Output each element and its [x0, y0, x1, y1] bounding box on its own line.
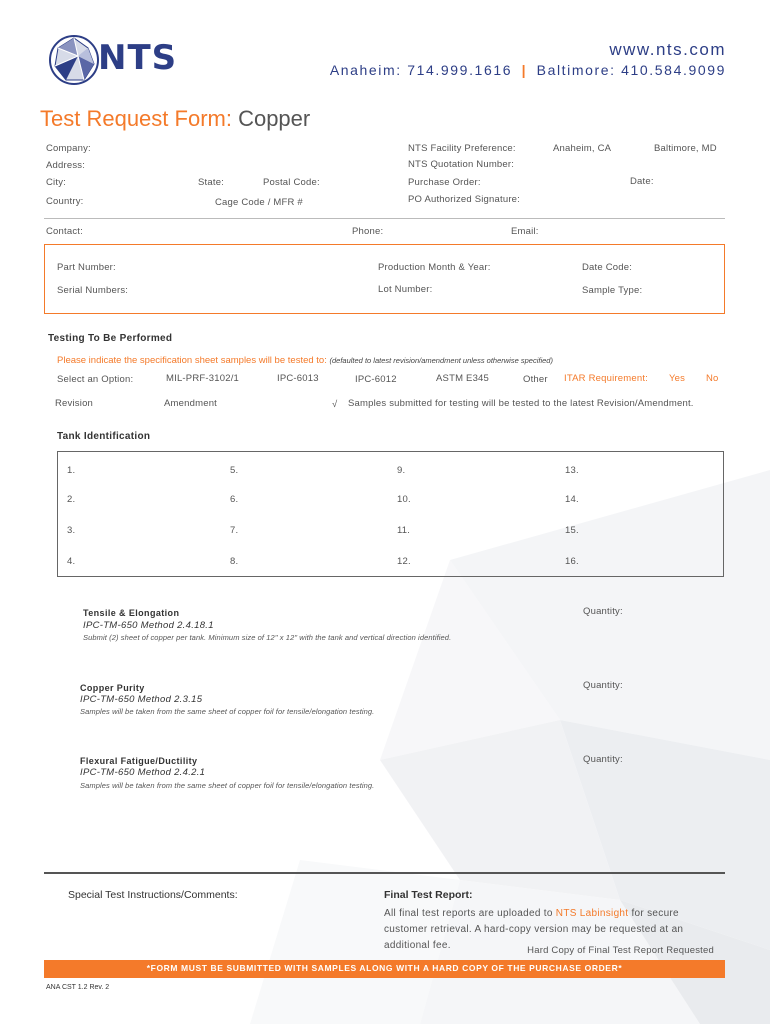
- location-separator: |: [521, 62, 528, 78]
- country-field-label[interactable]: Country:: [46, 196, 84, 207]
- tank-id-field[interactable]: 4.: [67, 556, 76, 567]
- tank-id-field[interactable]: 16.: [565, 556, 579, 567]
- tank-id-field[interactable]: 14.: [565, 494, 579, 505]
- hard-copy-request-option[interactable]: Hard Copy of Final Test Report Requested: [527, 945, 714, 956]
- tank-id-field[interactable]: 2.: [67, 494, 76, 505]
- test-title[interactable]: Flexural Fatigue/Ductility: [80, 756, 198, 766]
- quantity-field-label[interactable]: Quantity:: [583, 680, 623, 691]
- part-info-box: [44, 244, 725, 314]
- address-field-label[interactable]: Address:: [46, 160, 86, 171]
- email-field-label[interactable]: Email:: [511, 226, 539, 237]
- test-note: Samples will be taken from the same sheet of copper foil for tensile/elongation testing.: [80, 707, 375, 716]
- labinsight-link[interactable]: NTS Labinsight: [555, 908, 629, 919]
- title-sub: Copper: [238, 106, 311, 131]
- option-ipc-6013[interactable]: IPC-6013: [277, 373, 319, 384]
- phone-field-label[interactable]: Phone:: [352, 226, 384, 237]
- logo-wordmark: NTS: [98, 38, 178, 78]
- anaheim-phone: Anaheim: 714.999.1616: [329, 62, 513, 78]
- facility-preference-label: NTS Facility Preference:: [408, 143, 516, 154]
- tank-id-field[interactable]: 10.: [397, 494, 411, 505]
- contact-field-label[interactable]: Contact:: [46, 226, 83, 237]
- tank-id-field[interactable]: 9.: [397, 465, 406, 476]
- tank-id-field[interactable]: 8.: [230, 556, 239, 567]
- sample-type-field-label[interactable]: Sample Type:: [582, 285, 643, 296]
- final-report-title: Final Test Report:: [384, 889, 473, 901]
- date-code-field-label[interactable]: Date Code:: [582, 262, 633, 273]
- test-method: IPC-TM-650 Method 2.4.2.1: [80, 767, 206, 778]
- itar-yes-option[interactable]: Yes: [669, 373, 686, 384]
- city-field-label[interactable]: City:: [46, 177, 66, 188]
- option-other[interactable]: Other: [523, 374, 548, 385]
- nts-globe-logo-icon: [48, 34, 100, 86]
- spec-instruction-text: Please indicate the specification sheet samples will be tested to:: [57, 355, 327, 366]
- quantity-field-label[interactable]: Quantity:: [583, 754, 623, 765]
- test-method: IPC-TM-650 Method 2.4.18.1: [83, 620, 214, 631]
- postal-code-field-label[interactable]: Postal Code:: [263, 177, 320, 188]
- baltimore-phone: Baltimore: 410.584.9099: [536, 62, 726, 78]
- select-option-label: Select an Option:: [57, 374, 134, 385]
- itar-no-option[interactable]: No: [706, 373, 719, 384]
- test-note: Submit (2) sheet of copper per tank. Minimum size of 12" x 12" with the tank and vertical direction identified.: [83, 633, 452, 642]
- company-field-label[interactable]: Company:: [46, 143, 91, 154]
- production-date-field-label[interactable]: Production Month & Year:: [378, 262, 491, 273]
- quotation-number-field-label[interactable]: NTS Quotation Number:: [408, 159, 515, 170]
- test-title[interactable]: Tensile & Elongation: [83, 608, 180, 618]
- spec-instruction-note: (defaulted to latest revision/amendment unless otherwise specified): [329, 356, 553, 365]
- part-number-field-label[interactable]: Part Number:: [57, 262, 116, 273]
- tank-id-field[interactable]: 15.: [565, 525, 579, 536]
- facility-option-anaheim[interactable]: Anaheim, CA: [553, 143, 612, 154]
- option-mil-prf[interactable]: MIL-PRF-3102/1: [166, 373, 240, 384]
- test-note: Samples will be taken from the same sheet of copper foil for tensile/elongation testing.: [80, 781, 375, 790]
- test-method: IPC-TM-650 Method 2.3.15: [80, 694, 203, 705]
- report-text-1: All final test reports are uploaded to: [384, 908, 556, 919]
- revision-field-label[interactable]: Revision: [55, 398, 94, 409]
- cage-code-field-label[interactable]: Cage Code / MFR #: [215, 197, 303, 208]
- report-text-2: for secure customer retrieval. A hard-copy version may be requested at an additional fee.: [384, 908, 684, 951]
- lot-number-field-label[interactable]: Lot Number:: [378, 284, 433, 295]
- submission-banner: [44, 960, 725, 978]
- submission-banner-text: *FORM MUST BE SUBMITTED WITH SAMPLES ALONG WITH A HARD COPY OF THE PURCHASE ORDER*: [146, 963, 623, 973]
- tank-identification-box: [57, 451, 724, 577]
- tank-id-field[interactable]: 13.: [565, 465, 579, 476]
- option-astm-e345[interactable]: ASTM E345: [436, 373, 490, 384]
- location-phones: [330, 62, 726, 78]
- tank-identification-title: Tank Identification: [57, 431, 151, 442]
- latest-revision-note: Samples submitted for testing will be tested to the latest Revision/Amendment.: [348, 398, 694, 409]
- website-url[interactable]: www.nts.com: [609, 40, 726, 59]
- tank-id-field[interactable]: 5.: [230, 465, 239, 476]
- latest-revision-checkbox[interactable]: √: [332, 399, 338, 410]
- serial-numbers-field-label[interactable]: Serial Numbers:: [57, 285, 129, 296]
- footer-divider: [44, 872, 725, 874]
- tank-id-field[interactable]: 6.: [230, 494, 239, 505]
- po-signature-field-label[interactable]: PO Authorized Signature:: [408, 194, 521, 205]
- date-field-label[interactable]: Date:: [630, 176, 654, 187]
- quantity-field-label[interactable]: Quantity:: [583, 606, 623, 617]
- state-field-label[interactable]: State:: [198, 177, 225, 188]
- divider: [44, 218, 725, 219]
- tank-id-field[interactable]: 7.: [230, 525, 239, 536]
- purchase-order-field-label[interactable]: Purchase Order:: [408, 177, 481, 188]
- tank-id-field[interactable]: 3.: [67, 525, 76, 536]
- document-id: ANA CST 1.2 Rev. 2: [46, 984, 110, 991]
- special-instructions-label[interactable]: Special Test Instructions/Comments:: [68, 889, 238, 901]
- tank-id-field[interactable]: 11.: [397, 525, 411, 536]
- testing-section-title: Testing To Be Performed: [48, 333, 173, 344]
- itar-requirement-label: ITAR Requirement:: [564, 373, 649, 384]
- option-ipc-6012[interactable]: IPC-6012: [355, 374, 397, 385]
- test-title[interactable]: Copper Purity: [80, 683, 145, 693]
- spec-instruction: [57, 355, 553, 366]
- facility-option-baltimore[interactable]: Baltimore, MD: [654, 143, 717, 154]
- amendment-field-label[interactable]: Amendment: [164, 398, 218, 409]
- title-main: Test Request Form:: [40, 106, 232, 131]
- tank-id-field[interactable]: 12.: [397, 556, 411, 567]
- tank-id-field[interactable]: 1.: [67, 465, 76, 476]
- page-title: [40, 106, 310, 132]
